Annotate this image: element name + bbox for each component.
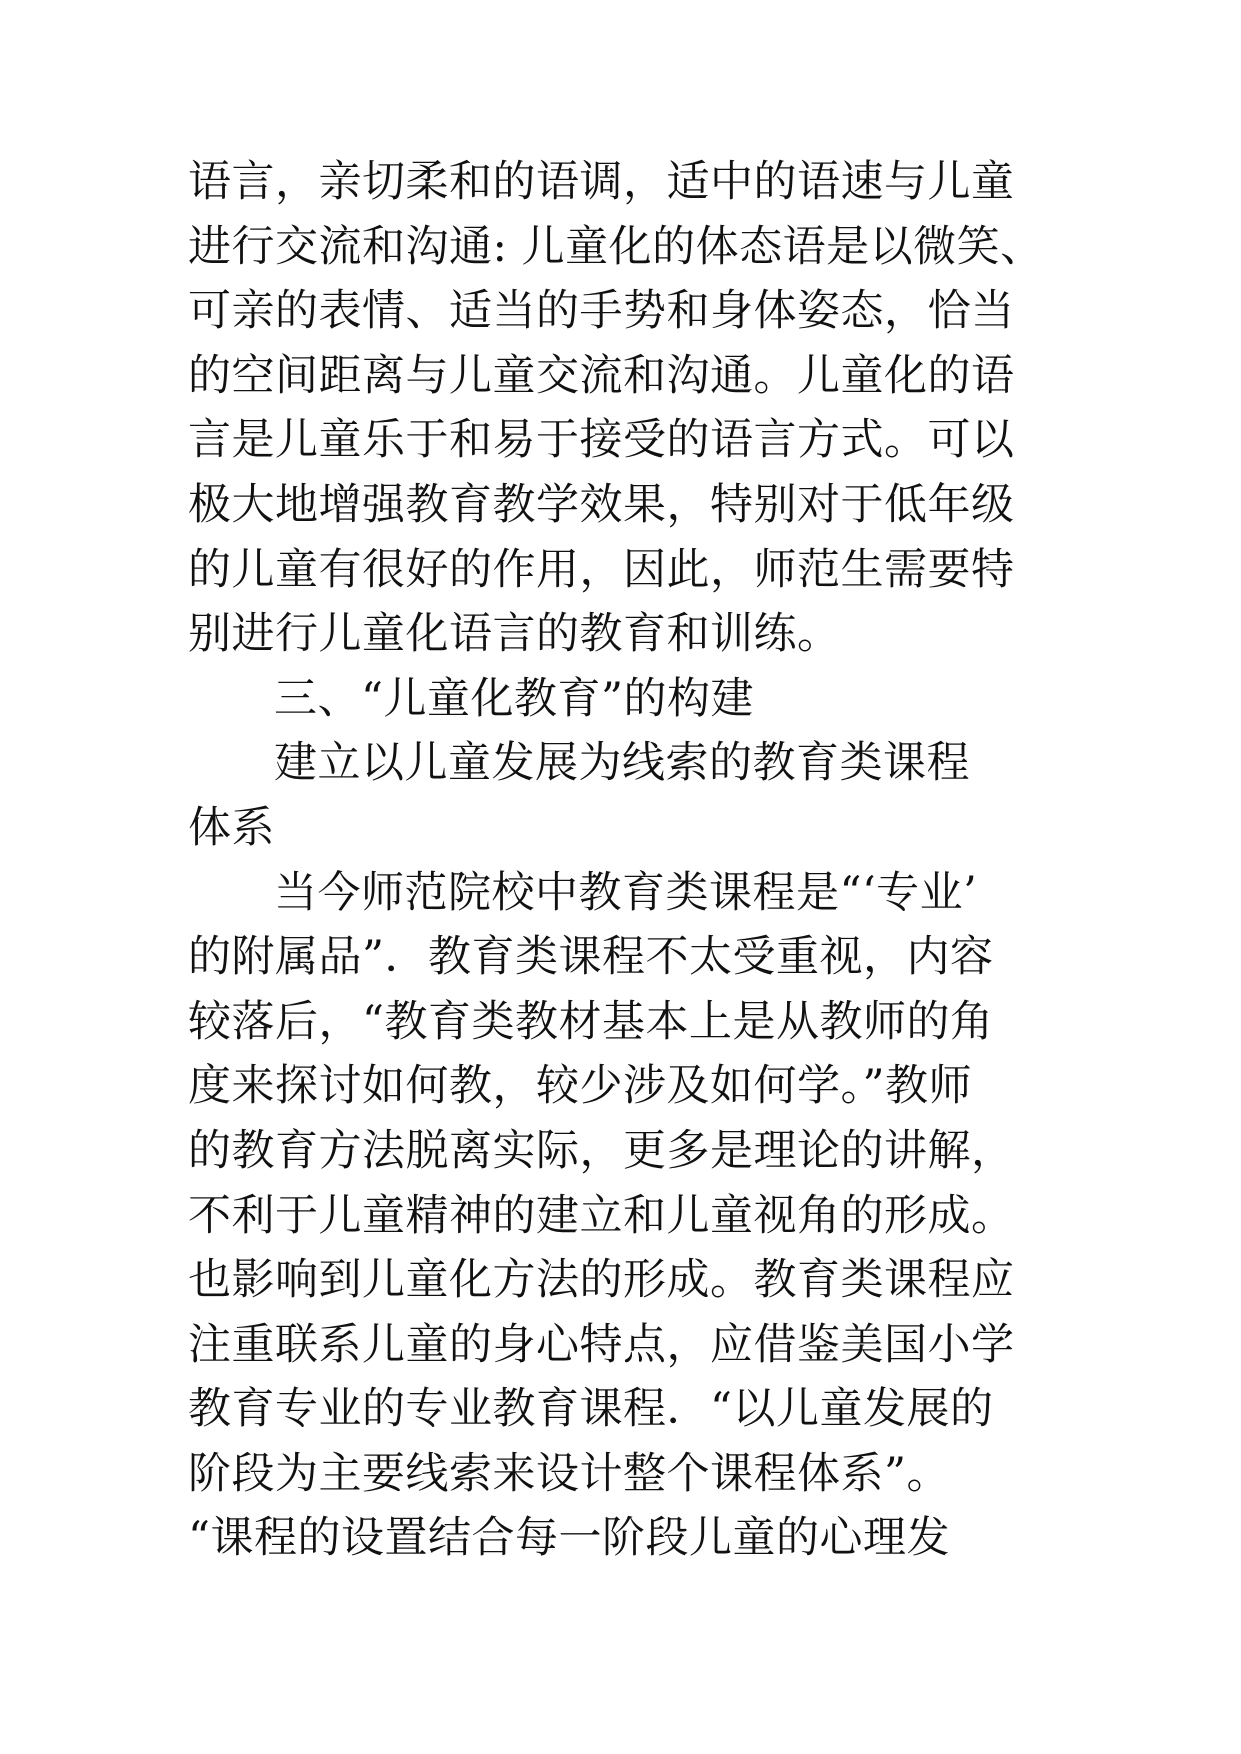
text-line: 别进行儿童化语言的教育和训练。 — [188, 609, 841, 660]
text-line: 进行交流和沟通: 儿童化的体态语是以微笑、 — [188, 221, 1044, 272]
section-heading: 三、“儿童化教育”的构建 — [274, 673, 754, 724]
text-line: 的附属品”．教育类课程不太受重视，内容 — [188, 932, 994, 983]
text-line: 度来探讨如何教，较少涉及如何学。”教师 — [188, 1061, 972, 1112]
text-line: 不利于儿童精神的建立和儿童视角的形成。 — [188, 1190, 1015, 1241]
text-line: 的空间距离与儿童交流和沟通。儿童化的语 — [188, 350, 1015, 401]
text-line: “课程的设置结合每一阶段儿童的心理发 — [188, 1513, 950, 1564]
text-line: 教育专业的专业教育课程．“以儿童发展的 — [188, 1384, 994, 1435]
text-line: 注重联系儿童的身心特点，应借鉴美国小学 — [188, 1319, 1015, 1370]
text-line: 可亲的表情、适当的手势和身体姿态，恰当 — [188, 286, 1015, 337]
text-line: 较落后，“教育类教材基本上是从教师的角 — [188, 996, 994, 1047]
text-line: 当今师范院校中教育类课程是“‘专业’ — [274, 867, 978, 918]
text-line: 的儿童有很好的作用，因此，师范生需要特 — [188, 544, 1015, 595]
body-text — [188, 150, 1188, 1571]
text-line: 也影响到儿童化方法的形成。教育类课程应 — [188, 1255, 1015, 1306]
subsection-heading-continued: 体系 — [188, 802, 275, 853]
text-line: 的教育方法脱离实际，更多是理论的讲解， — [188, 1125, 1015, 1176]
text-line: 极大地增强教育教学效果，特别对于低年级 — [188, 479, 1015, 530]
text-line: 阶段为主要线索来设计整个课程体系”。 — [188, 1448, 950, 1499]
text-line: 语言，亲切柔和的语调，适中的语速与儿童 — [188, 157, 1015, 207]
text-line: 言是儿童乐于和易于接受的语言方式。可以 — [188, 415, 1015, 466]
subsection-heading: 建立以儿童发展为线索的教育类课程 — [274, 738, 970, 789]
